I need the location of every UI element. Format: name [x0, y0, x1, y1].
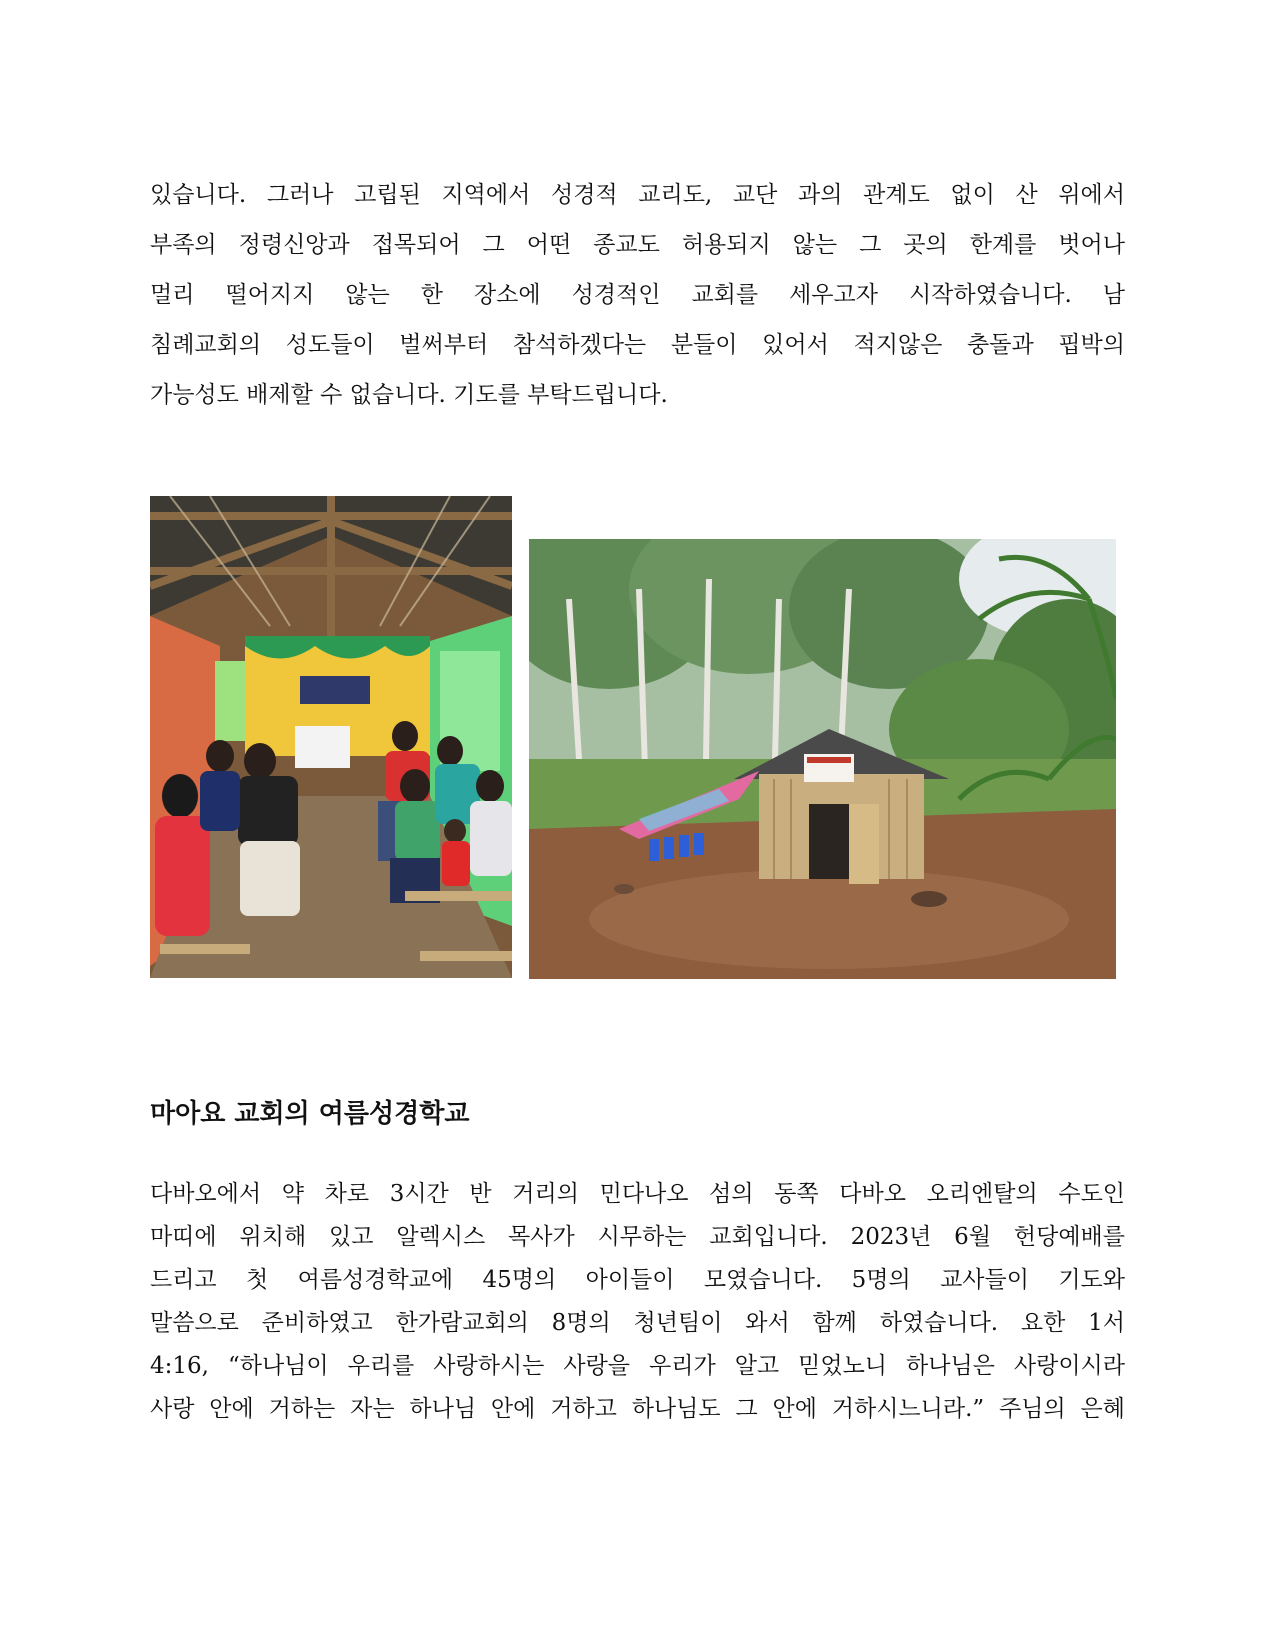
paragraph-line: 드리고 첫 여름성경학교에 45명의 아이들이 모였습니다. 5명의 교사들이 기도와: [150, 1267, 1125, 1293]
paragraph-line: 가능성도 배제할 수 없습니다. 기도를 부탁드립니다.: [150, 382, 668, 408]
paragraph-line: 있습니다. 그러나 고립된 지역에서 성경적 교리도, 교단 과의 관계도 없이 산 위에서: [150, 182, 1125, 208]
church-interior-photo: [150, 496, 512, 978]
paragraph-line: 다바오에서 약 차로 3시간 반 거리의 민다나오 섬의 동쪽 다바오 오리엔탈의 수도인: [150, 1181, 1125, 1207]
body-paragraph-2: [150, 1173, 1125, 1431]
paragraph-line: 마띠에 위치해 있고 알렉시스 목사가 시무하는 교회입니다. 2023년 6월 헌당예배를: [150, 1224, 1125, 1250]
paragraph-line: 말씀으로 준비하였고 한가람교회의 8명의 청년팀이 와서 함께 하였습니다. 요한 1서: [150, 1310, 1125, 1336]
paragraph-line: 사랑 안에 거하는 자는 하나님 안에 거하고 하나님도 그 안에 거하시느니라.” 주님의 은혜: [150, 1396, 1125, 1422]
paragraph-line: 멀리 떨어지지 않는 한 장소에 성경적인 교회를 세우고자 시작하였습니다. 남: [150, 282, 1125, 308]
paragraph-line: 침례교회의 성도들이 벌써부터 참석하겠다는 분들이 있어서 적지않은 충돌과 핍박의: [150, 332, 1125, 358]
section-heading: 마아요 교회의 여름성경학교: [150, 1099, 470, 1129]
church-building-photo: [529, 539, 1116, 979]
body-paragraph-1: [150, 170, 1125, 420]
paragraph-line: 부족의 정령신앙과 접목되어 그 어떤 종교도 허용되지 않는 그 곳의 한계를 벗어나: [150, 232, 1125, 258]
paragraph-line: 4:16, “하나님이 우리를 사랑하시는 사랑을 우리가 알고 믿었노니 하나님은 사랑이시라: [150, 1353, 1125, 1379]
